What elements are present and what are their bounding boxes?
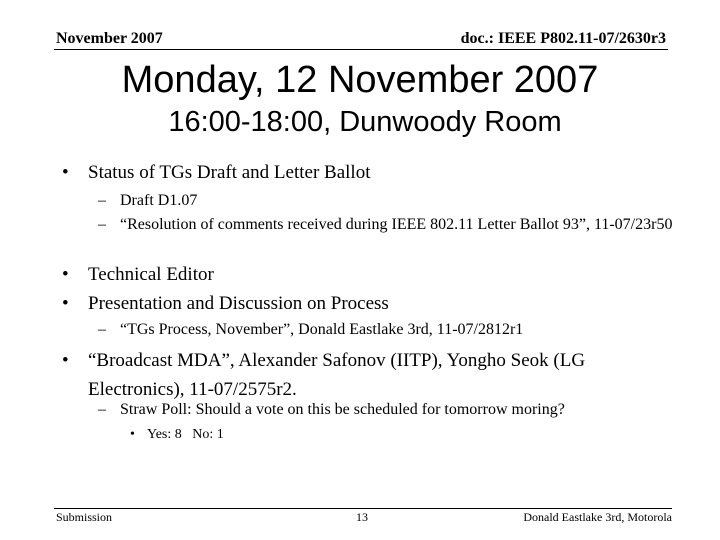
sub-bullet-text: “TGs Process, November”, Donald Eastlake 3rd, 11-07/2812r1 — [120, 321, 524, 338]
bullet-text: Presentation and Discussion on Process — [88, 293, 389, 314]
dash-icon: – — [98, 401, 106, 418]
bullet-text: “Broadcast MDA”, Alexander Safonov (IITP), Yongho Seok (LG Electronics), 11-07/2575r2. — [88, 350, 586, 400]
header-date: November 2007 — [56, 30, 163, 47]
slide-title: Monday, 12 November 2007 — [121, 59, 599, 101]
sub-bullet-text: Draft D1.07 — [120, 192, 198, 209]
dash-icon: – — [98, 216, 106, 233]
bullet-dot-icon: • — [62, 350, 69, 371]
bullet-dot-icon: • — [62, 293, 69, 314]
header-doc-number: doc.: IEEE P802.11-07/2630r3 — [460, 30, 666, 47]
vote-result-text: Yes: 8 No: 1 — [147, 427, 224, 442]
bullet-text: Status of TGs Draft and Letter Ballot — [88, 162, 371, 183]
header-rule — [54, 49, 668, 50]
footer-submission: Submission — [56, 510, 113, 524]
bullet-dot-icon: • — [130, 427, 135, 442]
footer-author: Donald Eastlake 3rd, Motorola — [523, 510, 672, 524]
bullet-dot-icon: • — [62, 264, 69, 285]
bullet-dot-icon: • — [62, 162, 69, 183]
footer-page-number: 13 — [356, 510, 368, 524]
bullet-text: Technical Editor — [88, 264, 214, 285]
sub-bullet-text: “Resolution of comments received during IEEE 802.11 Letter Ballot 93”, 11-07/23r50 — [120, 216, 673, 233]
footer-rule — [54, 508, 672, 509]
sub-bullet-text: Straw Poll: Should a vote on this be scheduled for tomorrow moring? — [120, 401, 565, 418]
slide-subtitle: 16:00-18:00, Dunwoody Room — [168, 106, 562, 138]
dash-icon: – — [98, 192, 106, 209]
dash-icon: – — [98, 321, 106, 338]
